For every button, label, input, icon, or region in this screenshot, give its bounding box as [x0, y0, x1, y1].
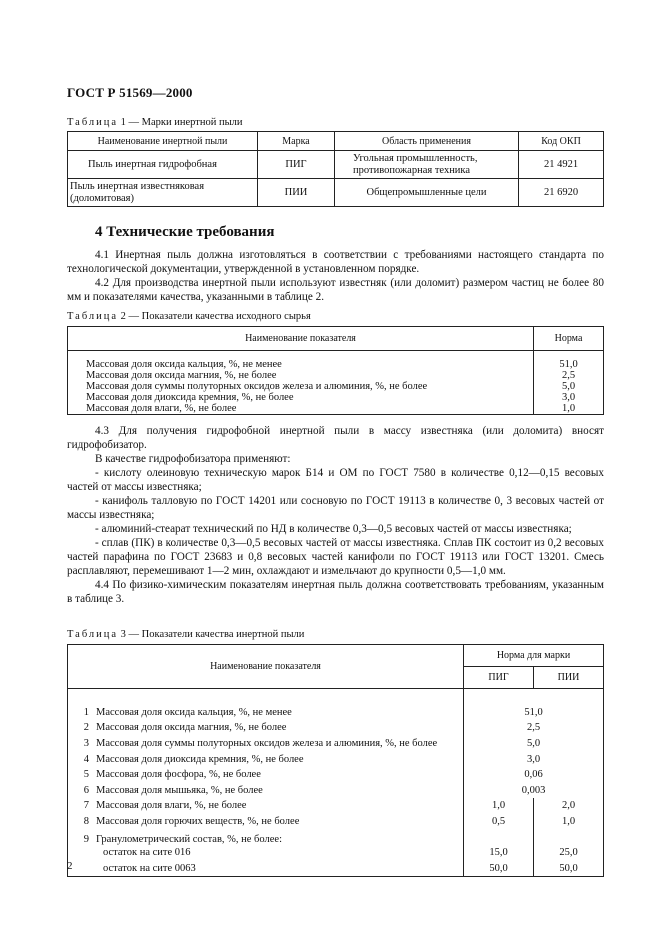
table1-cell-code: 21 4921 [519, 151, 604, 179]
table3-cell-name: Массовая доля суммы полуторных оксидов железа и алюминия, %, не более [96, 738, 438, 750]
table3-cell-value: 0,06 [464, 767, 604, 783]
table1-cell-area: Общепромышленные цели [335, 179, 519, 207]
table3-row-number: 1 [83, 706, 89, 718]
table3-caption-text: 3 — Показатели качества инертной пыли [120, 629, 305, 640]
table3-cell-pii: 50,0 [534, 861, 604, 877]
table2-caption-text: 2 — Показатели качества исходного сырья [120, 311, 311, 322]
table-row [68, 767, 604, 783]
table3-cell-pig: 0,5 [464, 814, 534, 830]
table-row [68, 814, 604, 830]
table1-cell-area: Угольная промышленность, противопожарная техника [335, 151, 519, 179]
table3-row-number: 4 [83, 753, 89, 765]
table3-row-number: 6 [83, 784, 89, 796]
table3-row-number: 2 [83, 722, 89, 734]
table3-cell-name: Массовая доля диоксида кремния, %, не более [96, 753, 304, 765]
table1-header-code: Код ОКП [519, 132, 604, 151]
table2-cell-name: Массовая доля оксида кальция, %, не менее [86, 358, 282, 370]
table3-cell-value: 3,0 [464, 751, 604, 767]
table1-header-mark: Марка [258, 132, 335, 151]
table3-cell-name: Массовая доля мышьяка, %, не более [96, 784, 263, 796]
table-row [68, 845, 604, 861]
table3-cell-pig: 50,0 [464, 861, 534, 877]
table3-caption-word: Таблица [67, 629, 119, 640]
table2-caption-word: Таблица [67, 311, 119, 322]
table1-cell-mark: ПИГ [258, 151, 335, 179]
table3-row-number: 5 [83, 769, 89, 781]
table-row [68, 403, 604, 415]
table-row [68, 829, 604, 845]
list-item: - сплав (ПК) в количестве 0,3—0,5 весовых частей от массы известняка. Сплав ПК состоит из 0,2 весовых частей парафина по ГОСТ 23683 и 0,8 весовых частей канифоли по ГОСТ 19113 или ГОСТ 13201. Смесь расплавляют, перемешивают 1—2 мин, охлаждают и измельчают до крупности 0,5—1,0 мм. [67, 537, 604, 577]
page-number: 2 [67, 860, 73, 872]
table3-cell-name: Массовая доля фосфора, %, не более [96, 769, 261, 781]
table3-cell-subname: остаток на сите 0063 [103, 862, 196, 874]
paragraph-4-4: 4.4 По физико-химическим показателям инертная пыль должна соответствовать требованиям, указанным в таблице 3. [67, 579, 604, 605]
table2-cell-value: 1,0 [534, 403, 604, 415]
table3-cell-value: 51,0 [464, 705, 604, 721]
table3-row-number: 7 [83, 800, 89, 812]
table2-cell-value: 3,0 [534, 392, 604, 403]
table3-header-norm: Норма для марки [464, 645, 604, 667]
list-item: - алюминий-стеарат технический по НД в количестве 0,3—0,5 весовых частей от массы известняка; [95, 523, 572, 535]
table3-cell-pii: 1,0 [534, 814, 604, 830]
table3-cell-pii: 2,0 [534, 798, 604, 814]
table3-cell-name: Массовая доля оксида кальция, %, не менее [96, 706, 292, 718]
table1-cell-name: Пыль инертная известняковая (доломитовая) [68, 179, 258, 207]
table-row [68, 392, 604, 403]
table3-header-pig: ПИГ [464, 667, 534, 689]
paragraph-4-2: 4.2 Для производства инертной пыли используют известняк (или доломит) размером частиц не более 80 мм и показателями качества, указанными в таблице 2. [67, 277, 604, 303]
table2-cell-name: Массовая доля суммы полуторных оксидов железа и алюминия, %, не более [86, 380, 428, 392]
table1-caption [67, 117, 243, 128]
table2-header-norm: Норма [534, 327, 604, 351]
table3-caption [67, 629, 304, 640]
table3-cell-value: 5,0 [464, 736, 604, 752]
table3-cell-subname: остаток на сите 016 [103, 847, 191, 859]
list-item: - кислоту олеиновую техническую марок Б14 и ОМ по ГОСТ 7580 в количестве 0,12—0,15 весовых частей от массы известняка; [67, 467, 604, 493]
table2-cell-value: 51,0 [534, 359, 604, 370]
table2-caption [67, 311, 311, 322]
table-row [68, 179, 604, 207]
table-1 [67, 131, 604, 207]
table-row [68, 705, 604, 721]
table1-header-area: Область применения [335, 132, 519, 151]
table3-row-number: 8 [83, 816, 89, 828]
table2-header-name: Наименование показателя [68, 327, 534, 351]
table3-header-name: Наименование показателя [68, 645, 464, 689]
table-row [68, 370, 604, 381]
table1-caption-word: Таблица [67, 117, 119, 128]
table3-cell-value: 2,5 [464, 720, 604, 736]
table1-cell-name: Пыль инертная гидрофобная [68, 151, 258, 179]
table3-cell-pig: 1,0 [464, 798, 534, 814]
list-item: - канифоль талловую по ГОСТ 14201 или сосновую по ГОСТ 19113 в количестве 0, 3 весовых частей от массы известняка; [67, 495, 604, 521]
table3-cell-name: Гранулометрический состав, %, не более: [96, 833, 282, 845]
table1-cell-code: 21 6920 [519, 179, 604, 207]
body-text-block [67, 424, 604, 606]
section-title: 4 Технические требования [95, 224, 275, 240]
table2-cell-name: Массовая доля влаги, %, не более [86, 402, 237, 414]
table3-cell-name: Массовая доля оксида магния, %, не более [96, 722, 287, 734]
paragraph-4-1: 4.1 Инертная пыль должна изготовляться в соответствии с требованиями настоящего стандарта по технологической документации, утвержденной в установленном порядке. [67, 249, 604, 275]
table-row [68, 783, 604, 799]
table-3 [67, 644, 604, 877]
table3-cell-value: 0,003 [464, 783, 604, 799]
table-row [68, 861, 604, 877]
table2-cell-value: 5,0 [534, 381, 604, 392]
table3-header-pii: ПИИ [534, 667, 604, 689]
table-row [68, 151, 604, 179]
table1-cell-mark: ПИИ [258, 179, 335, 207]
table1-header-name: Наименование инертной пыли [68, 132, 258, 151]
table-row [68, 751, 604, 767]
table-2 [67, 326, 604, 415]
table-row [68, 359, 604, 370]
table2-cell-name: Массовая доля оксида магния, %, не более [86, 369, 277, 381]
table3-row-number: 3 [83, 738, 89, 750]
table-row [68, 798, 604, 814]
table1-caption-text: 1 — Марки инертной пыли [120, 117, 243, 128]
paragraph-4-3: 4.3 Для получения гидрофобной инертной пыли в массу известняка (или доломита) вносят гидрофобизатор. [67, 425, 604, 451]
document-header: ГОСТ Р 51569—2000 [67, 85, 193, 100]
table-row [68, 381, 604, 392]
table3-cell-name: Массовая доля влаги, %, не более [96, 800, 247, 812]
table2-cell-name: Массовая доля диоксида кремния, %, не более [86, 391, 294, 403]
table3-cell-name: Массовая доля горючих веществ, %, не более [96, 816, 300, 828]
paragraph-4-3-intro: В качестве гидрофобизатора применяют: [95, 453, 291, 465]
table3-cell-pig: 15,0 [464, 845, 534, 861]
table2-cell-value: 2,5 [534, 370, 604, 381]
table-row [68, 720, 604, 736]
table3-row-number: 9 [83, 833, 89, 845]
table-row [68, 736, 604, 752]
table3-cell-pii: 25,0 [534, 845, 604, 861]
